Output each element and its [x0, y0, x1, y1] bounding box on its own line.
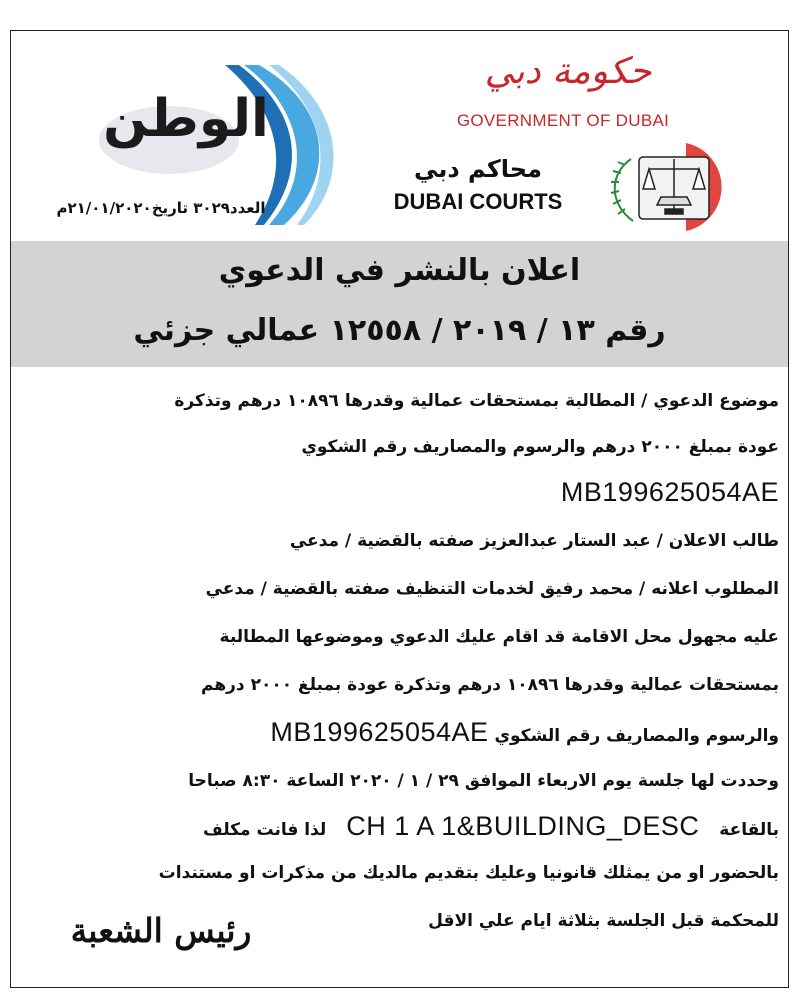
obligation-text: لذا فانت مكلف [202, 820, 327, 840]
courts-name-arabic: محاكم دبي [414, 155, 542, 183]
body-line-requester: طالب الاعلان / عبد الستار عبدالعزيز صفته بالقضية / مدعي [289, 531, 779, 551]
case-number-title: رقم ١٣ / ٢٠١٩ / ١٢٥٥٨ عمالي جزئي [133, 313, 666, 348]
hall-label: بالقاعة [719, 820, 779, 840]
body-line-subject: موضوع الدعوي / المطالبة بمستحقات عمالية وقدرها ١٠٨٩٦ درهم وتذكرة [174, 391, 779, 411]
body-line-attendance: بالحضور او من يمثلك قانونيا وعليك بتقديم مالديك من مذكرات او مستندات [158, 863, 779, 883]
body-line-subject-cont: عودة بمبلغ ٢٠٠٠ درهم والرسوم والمصاريف رقم الشكوي [301, 437, 779, 457]
body-line-session: وحددت لها جلسة يوم الاربعاء الموافق ٢٩ / ١ / ٢٠٢٠ الساعة ٨:٣٠ صباحا [188, 771, 779, 791]
body-line-claim: عليه مجهول محل الاقامة قد اقام عليك الدعوي وموضوعها المطالبة [219, 627, 779, 647]
header [11, 31, 788, 239]
hall-code: CH 1 A 1&BUILDING_DESC [346, 811, 700, 841]
newspaper-issue-date: العدد٣٠٢٩ تاريخ٢١/٠١/٢٠٢٠م [56, 199, 266, 217]
body-line-fees [19, 717, 779, 748]
government-name-english: GOVERNMENT OF DUBAI [456, 111, 670, 130]
fees-text: والرسوم والمصاريف رقم الشكوي [494, 726, 779, 746]
body-line-complaint-code [19, 477, 779, 508]
signature-section-head: رئيس الشعبة [70, 911, 252, 950]
complaint-number: MB199625054AE [560, 477, 779, 507]
newspaper-name: الوطن [103, 89, 269, 149]
dubai-courts-emblem-icon [591, 139, 766, 234]
body-line-deadline: للمحكمة قبل الجلسة بثلاثة ايام علي الاقل [428, 911, 779, 931]
body-line-hall [19, 811, 779, 842]
courts-name-english: DUBAI COURTS [393, 189, 563, 214]
body-line-claim-cont: بمستحقات عمالية وقدرها ١٠٨٩٦ درهم وتذكرة عودة بمبلغ ٢٠٠٠ درهم [201, 675, 779, 695]
announcement-title: اعلان بالنشر في الدعوي [218, 253, 581, 288]
announcement-frame [10, 30, 789, 988]
government-name-arabic: حكومة دبي [484, 51, 652, 92]
body-line-defendant: المطلوب اعلانه / محمد رفيق لخدمات التنظيف صفته بالقضية / مدعي [205, 579, 779, 599]
complaint-number-2: MB199625054AE [270, 717, 489, 747]
